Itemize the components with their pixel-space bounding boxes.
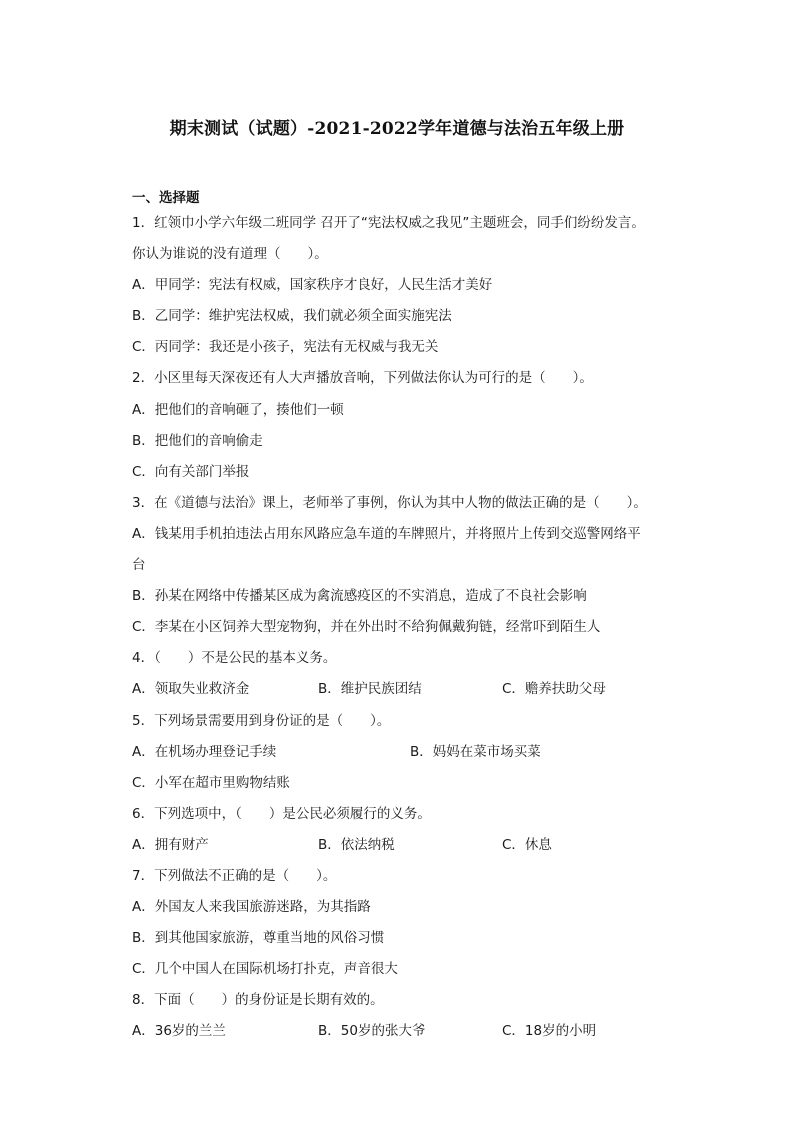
question-line: 你认为谁说的没有道理（ ）。 — [132, 246, 328, 263]
question-line: 8．下面（ ）的身份证是长期有效的。 — [132, 992, 384, 1009]
option-line: B．孙某在网络中传播某区成为禽流感疫区的不实消息，造成了不良社会影响 — [132, 588, 587, 605]
q8-option-b: B．50岁的张大爷 — [318, 1023, 426, 1040]
q8-option-c: C．18岁的小明 — [502, 1023, 597, 1040]
q6-option-c: C．休息 — [502, 836, 552, 853]
question-line: 1．红领巾小学六年级二班同学 召开了“宪法权威之我见”主题班会，同手们纷纷发言。 — [132, 215, 645, 231]
option-line: C．丙同学：我还是小孩子，宪法有无权威与我无关 — [132, 339, 439, 356]
option-line: C．向有关部门举报 — [132, 463, 250, 480]
option-line: A．把他们的音响砸了，揍他们一顿 — [132, 401, 344, 418]
q6-option-a: A．拥有财产 — [132, 836, 209, 853]
q6-options-row — [132, 832, 672, 863]
q4-options-row — [132, 676, 672, 707]
section-heading: 一、选择题 — [132, 190, 200, 206]
q7-option-c: C．几个中国人在国际机场打扑克，声音很大 — [132, 961, 398, 978]
document-title: 期末测试（试题）-2021-2022学年道德与法治五年级上册 — [169, 119, 625, 139]
q5-option-b: B．妈妈在菜市场买菜 — [410, 743, 541, 760]
q7-option-b: B．到其他国家旅游，尊重当地的风俗习惯 — [132, 930, 385, 947]
question-line: 3．在《道德与法治》课上，老师举了事例，你认为其中人物的做法正确的是（ ）。 — [132, 494, 647, 511]
option-line: B．把他们的音响偷走 — [132, 432, 263, 449]
q5-options-row — [132, 739, 672, 770]
q7-option-a: A．外国友人来我国旅游迷路，为其指路 — [132, 899, 371, 916]
option-line: B．乙同学：维护宪法权威，我们就必须全面实施宪法 — [132, 308, 452, 325]
question-line: 4．（ ）不是公民的基本义务。 — [132, 650, 337, 667]
q6-option-b: B．依法纳税 — [318, 836, 395, 853]
q5-option-a: A．在机场办理登记手续 — [132, 743, 277, 760]
question-line: 2．小区里每天深夜还有人大声播放音响，下列做法你认为可行的是（ ）。 — [132, 370, 593, 387]
option-line: A．甲同学：宪法有权威，国家秩序才良好，人民生活才美好 — [132, 277, 493, 294]
q5-option-c: C．小军在超市里购物结账 — [132, 774, 290, 791]
q4-option-c: C．赡养扶助父母 — [502, 681, 606, 698]
option-line-continued: 台 — [132, 557, 146, 574]
question-line: 6．下列选项中，（ ）是公民必须履行的义务。 — [132, 805, 431, 822]
option-line: C．李某在小区饲养大型宠物狗，并在外出时不给狗佩戴狗链，经常吓到陌生人 — [132, 619, 601, 636]
q4-option-a: A．领取失业救济金 — [132, 681, 250, 698]
q8-options-row — [132, 1018, 672, 1049]
question-list — [132, 210, 672, 1050]
question-line: 5．下列场景需要用到身份证的是（ ）。 — [132, 712, 391, 729]
question-line: 7．下列做法不正确的是（ ）。 — [132, 867, 337, 884]
q8-option-a: A．36岁的兰兰 — [132, 1023, 226, 1040]
option-line: A．钱某用手机拍违法占用东风路应急车道的车牌照片，并将照片上传到交巡警网络平 — [132, 525, 641, 542]
q4-option-b: B．维护民族团结 — [318, 681, 422, 698]
